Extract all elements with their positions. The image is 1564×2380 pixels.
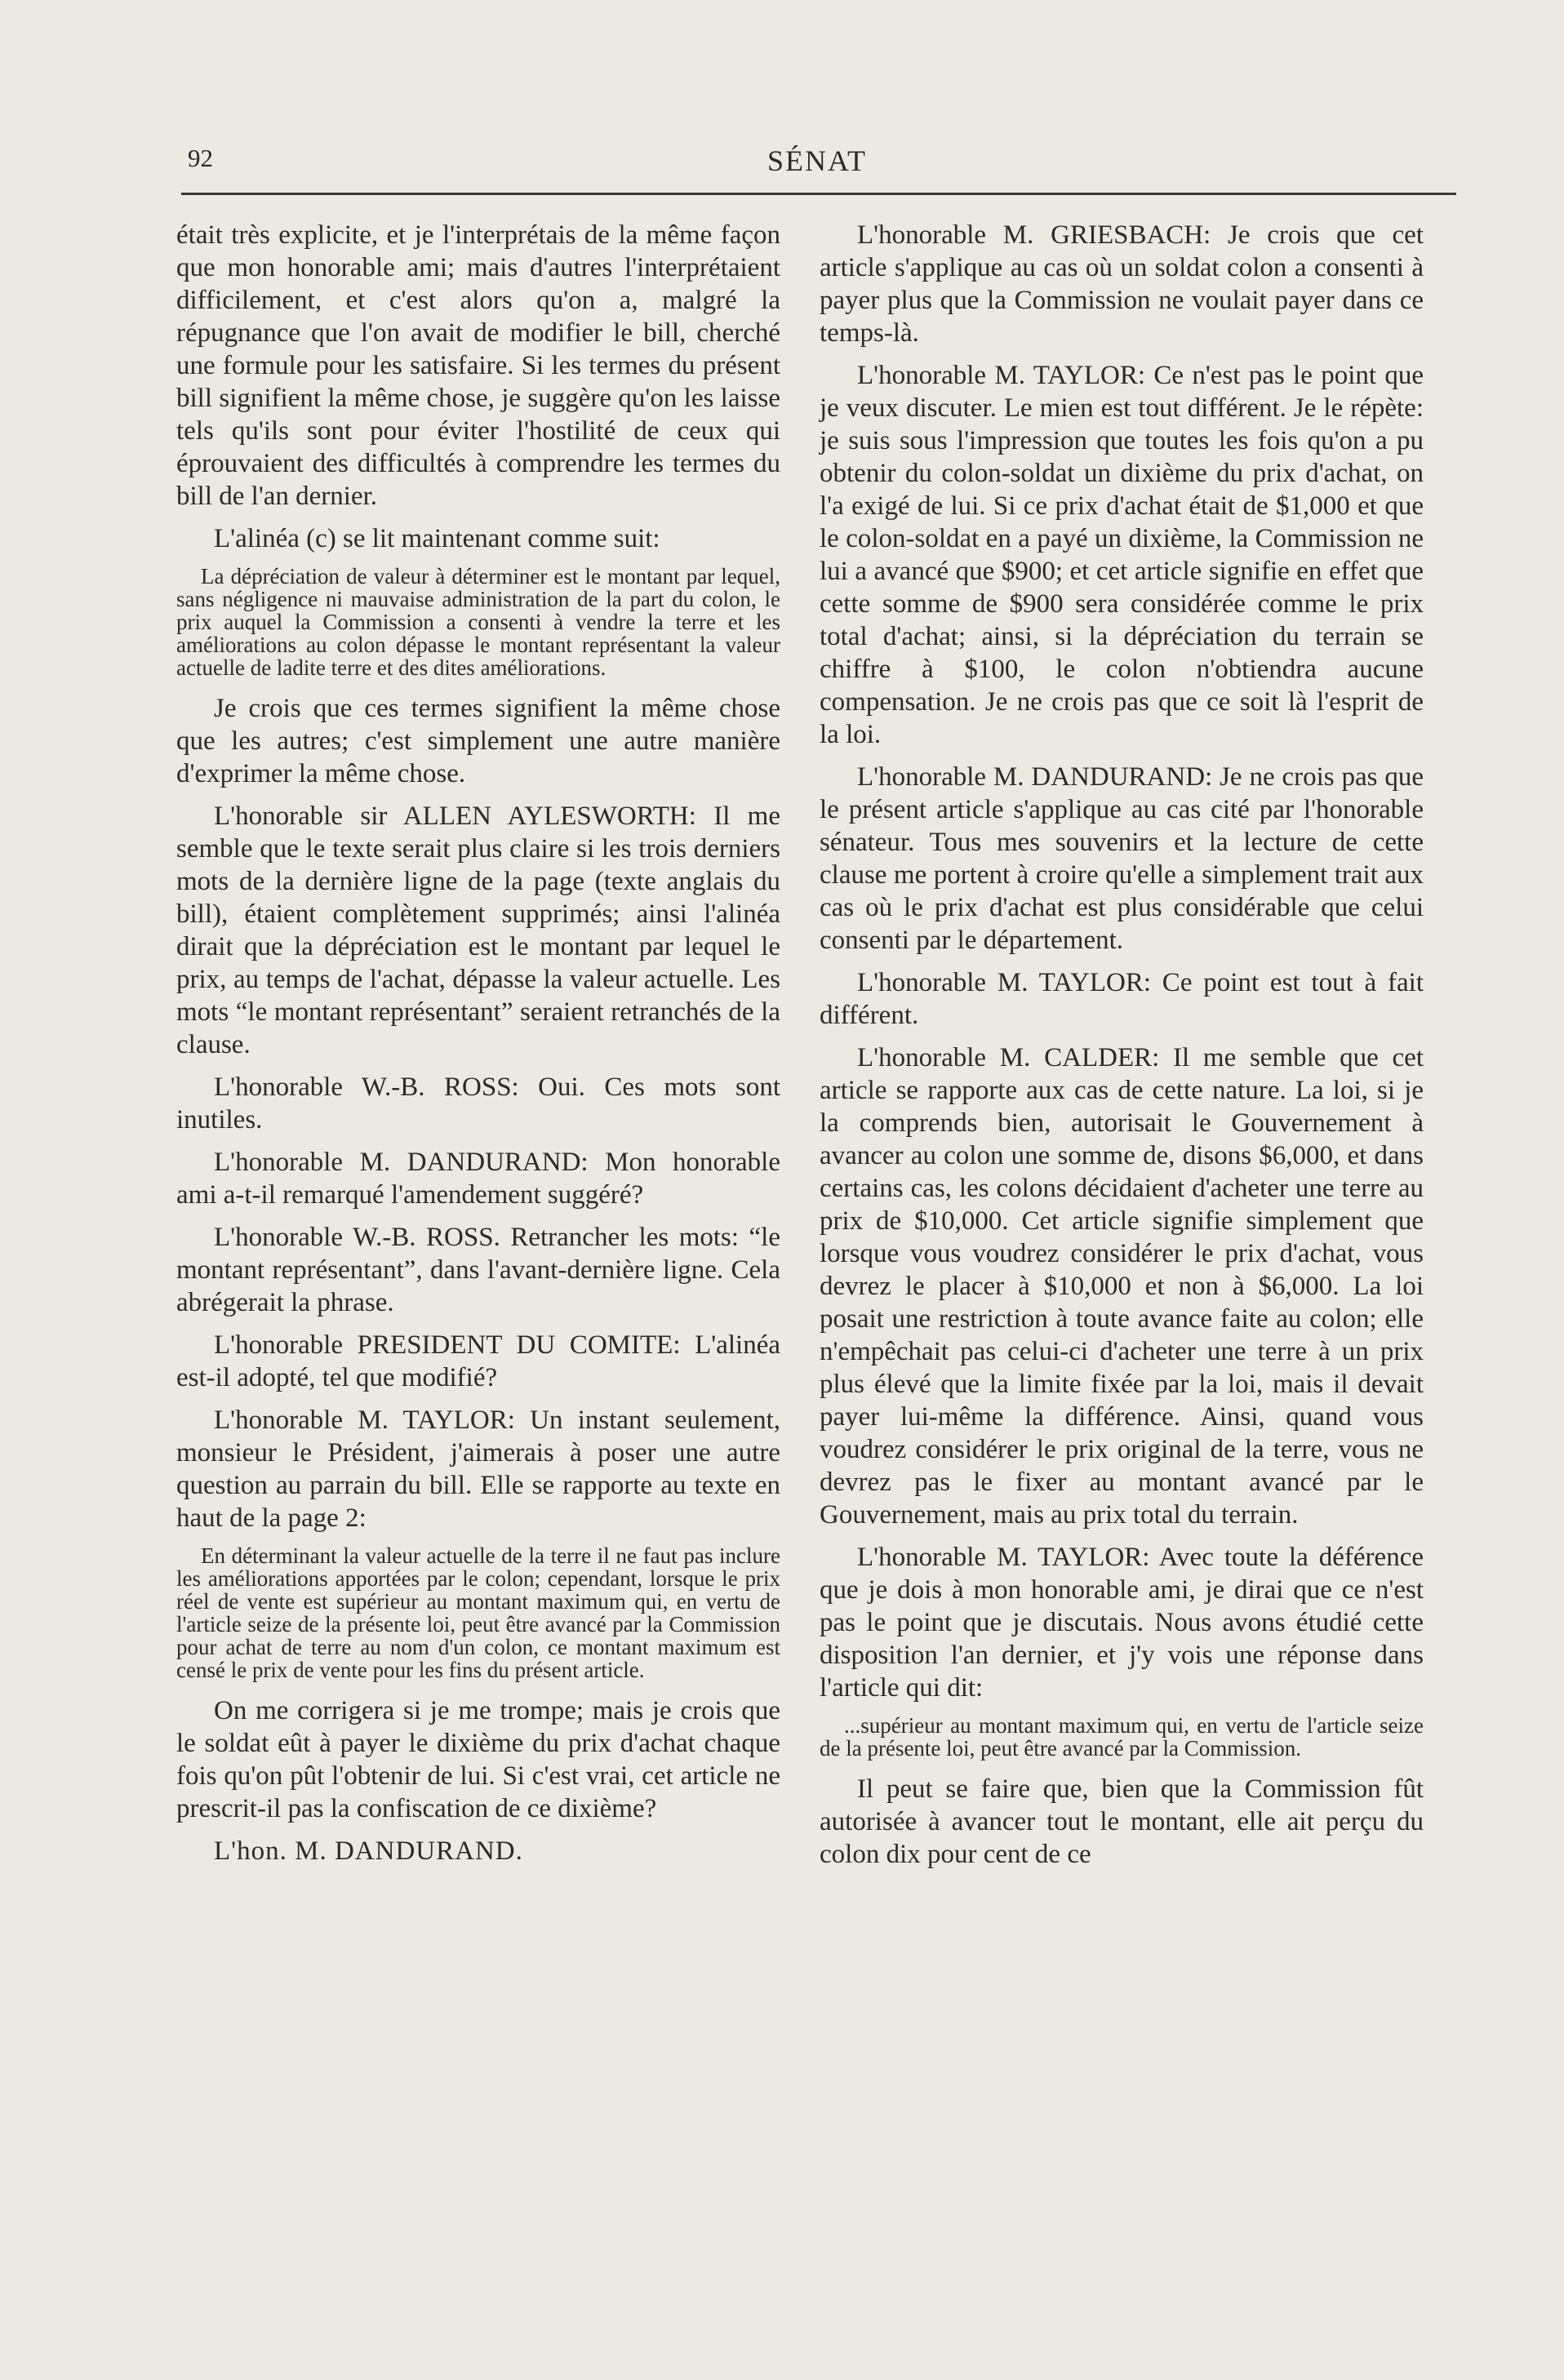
paragraph: L'honorable M. TAYLOR: Un instant seulement, monsieur le Président, j'aimerais à poser une autre question au parrain du bill. Elle se rapporte au texte en haut de la page 2: [176,1405,780,1533]
left-column [176,219,780,1877]
quoted-clause: ...supérieur au montant maximum qui, en vertu de l'article seize de la présente loi, peut être avancé par la Commission. [820,1713,1424,1761]
paragraph: L'alinéa (c) se lit maintenant comme suit: [214,524,660,553]
paragraph: L'honorable M. TAYLOR: Ce n'est pas le point que je veux discuter. Le mien est tout différent. Je le répète: je suis sous l'impression que toutes les fois qu'on a pu obtenir du colon-soldat un dixième du prix d'achat, on l'a exigé de lui. Si ce prix d'achat était de $1,000 et que le colon-soldat en a payé un dixième, la Commission ne lui a avancé que $900; et cet article signifie en effet que cette somme de $900 sera considérée comme le prix total d'achat; ainsi, si la dépréciation du terrain se chiffre à $100, le colon n'obtiendra aucune compensation. Je ne crois pas que ce soit là l'esprit de la loi. [820,361,1424,749]
page-number: 92 [188,144,213,172]
quoted-clause: La dépréciation de valeur à déterminer est le montant par lequel, sans négligence ni mauvaise administration de la part du colon, le prix auquel la Commission a consenti à vendre la terre et les améliorations au colon dépasse le montant représentant la valeur actuelle de ladite terre et des dites améliorations. [176,564,780,680]
paragraph: L'honorable sir ALLEN AYLESWORTH: Il me semble que le texte serait plus claire si les trois derniers mots de la dernière ligne de la page (texte anglais du bill), étaient complètement supprimés; ainsi l'alinéa dirait que la dépréciation est le montant par lequel le prix, au temps de l'achat, dépasse la valeur actuelle. Les mots “le montant représentant” seraient retranchés de la clause. [176,801,780,1059]
paragraph: On me corrigera si je me trompe; mais je crois que le soldat eût à payer le dixième du prix d'achat chaque fois qu'on pût l'obtenir de lui. Si c'est vrai, cet article ne prescrit-il pas la confiscation de ce dixième? [176,1696,780,1823]
paragraph: L'honorable PRESIDENT DU COMITE: L'alinéa est-il adopté, tel que modifié? [176,1330,780,1392]
paragraph: L'honorable W.-B. ROSS: Oui. Ces mots sont inutiles. [176,1072,780,1134]
paragraph: L'honorable M. DANDURAND: Je ne crois pas que le présent article s'applique au cas cité par l'honorable sénateur. Tous mes souvenirs et la lecture de cette clause me portent à croire qu'elle a simplement trait aux cas où le prix d'achat est plus considérable que celui consenti par le département. [820,762,1424,955]
header-rule [181,193,1456,195]
page-header [188,144,1453,184]
paragraph: Je crois que ces termes signifient la même chose que les autres; c'est simplement une autre manière d'exprimer la même chose. [176,694,780,788]
paragraph: L'honorable W.-B. ROSS. Retrancher les mots: “le montant représentant”, dans l'avant-dernière ligne. Cela abrégerait la phrase. [176,1223,780,1317]
right-column [820,219,1424,1880]
speaker-line: L'hon. M. DANDURAND. [214,1836,523,1866]
paragraph: L'honorable M. TAYLOR: Avec toute la déférence que je dois à mon honorable ami, je dirai que ce n'est pas le point que je discutais. Nous avons étudié cette disposition l'an dernier, et j'y vois une réponse dans l'article qui dit: [820,1543,1424,1703]
quoted-clause: En déterminant la valeur actuelle de la terre il ne faut pas inclure les améliorations apportées par le colon; cependant, lorsque le prix réel de vente est supérieur au montant maximum qui, en vertu de l'article seize de la présente loi, peut être avancé par la Commission pour achat de terre au nom d'un colon, ce montant maximum est censé le prix de vente pour les fins du présent article. [176,1543,780,1682]
paragraph: L'honorable M. TAYLOR: Ce point est tout à fait différent. [820,968,1424,1030]
paragraph: L'honorable M. GRIESBACH: Je crois que cet article s'applique au cas où un soldat colon a consenti à payer plus que la Commission ne voulait payer dans ce temps-là. [820,220,1424,348]
running-title: SÉNAT [767,144,868,177]
paragraph: L'honorable M. CALDER: Il me semble que cet article se rapporte aux cas de cette nature. La loi, si je la comprends bien, autorisait le Gouvernement à avancer au colon une somme de, disons $6,000, et dans certains cas, les colons décidaient d'acheter une terre au prix de $10,000. Cet article signifie simplement que lorsque vous voudrez considérer le prix d'achat, vous devrez le placer à $10,000 et non à $6,000. La loi posait une restriction à toute avance faite au colon; elle n'empêchait pas celui-ci d'acheter une terre à un prix plus élevé que la limite fixée par la loi, mais il devait payer lui-même la différence. Ainsi, quand vous voudrez considérer le prix original de la terre, vous ne devrez pas le fixer au montant avancé par le Gouvernement, mais au prix total du terrain. [820,1043,1424,1530]
paragraph: L'honorable M. DANDURAND: Mon honorable ami a-t-il remarqué l'amendement suggéré? [176,1148,780,1210]
paragraph: Il peut se faire que, bien que la Commission fût autorisée à avancer tout le montant, elle ait perçu du colon dix pour cent de ce [820,1774,1424,1869]
paragraph: était très explicite, et je l'interprétais de la même façon que mon honorable ami; mais d'autres l'interprétaient difficilement, et c'est alors qu'on a, malgré la répugnance que l'on avait de modifier le bill, cherché une formule pour les satisfaire. Si les termes du présent bill signifient la même chose, je suggère qu'on les laisse tels qu'ils sont pour éviter l'hostilité de ceux qui éprouvaient des difficultés à comprendre les termes du bill de l'an dernier. [176,220,780,511]
